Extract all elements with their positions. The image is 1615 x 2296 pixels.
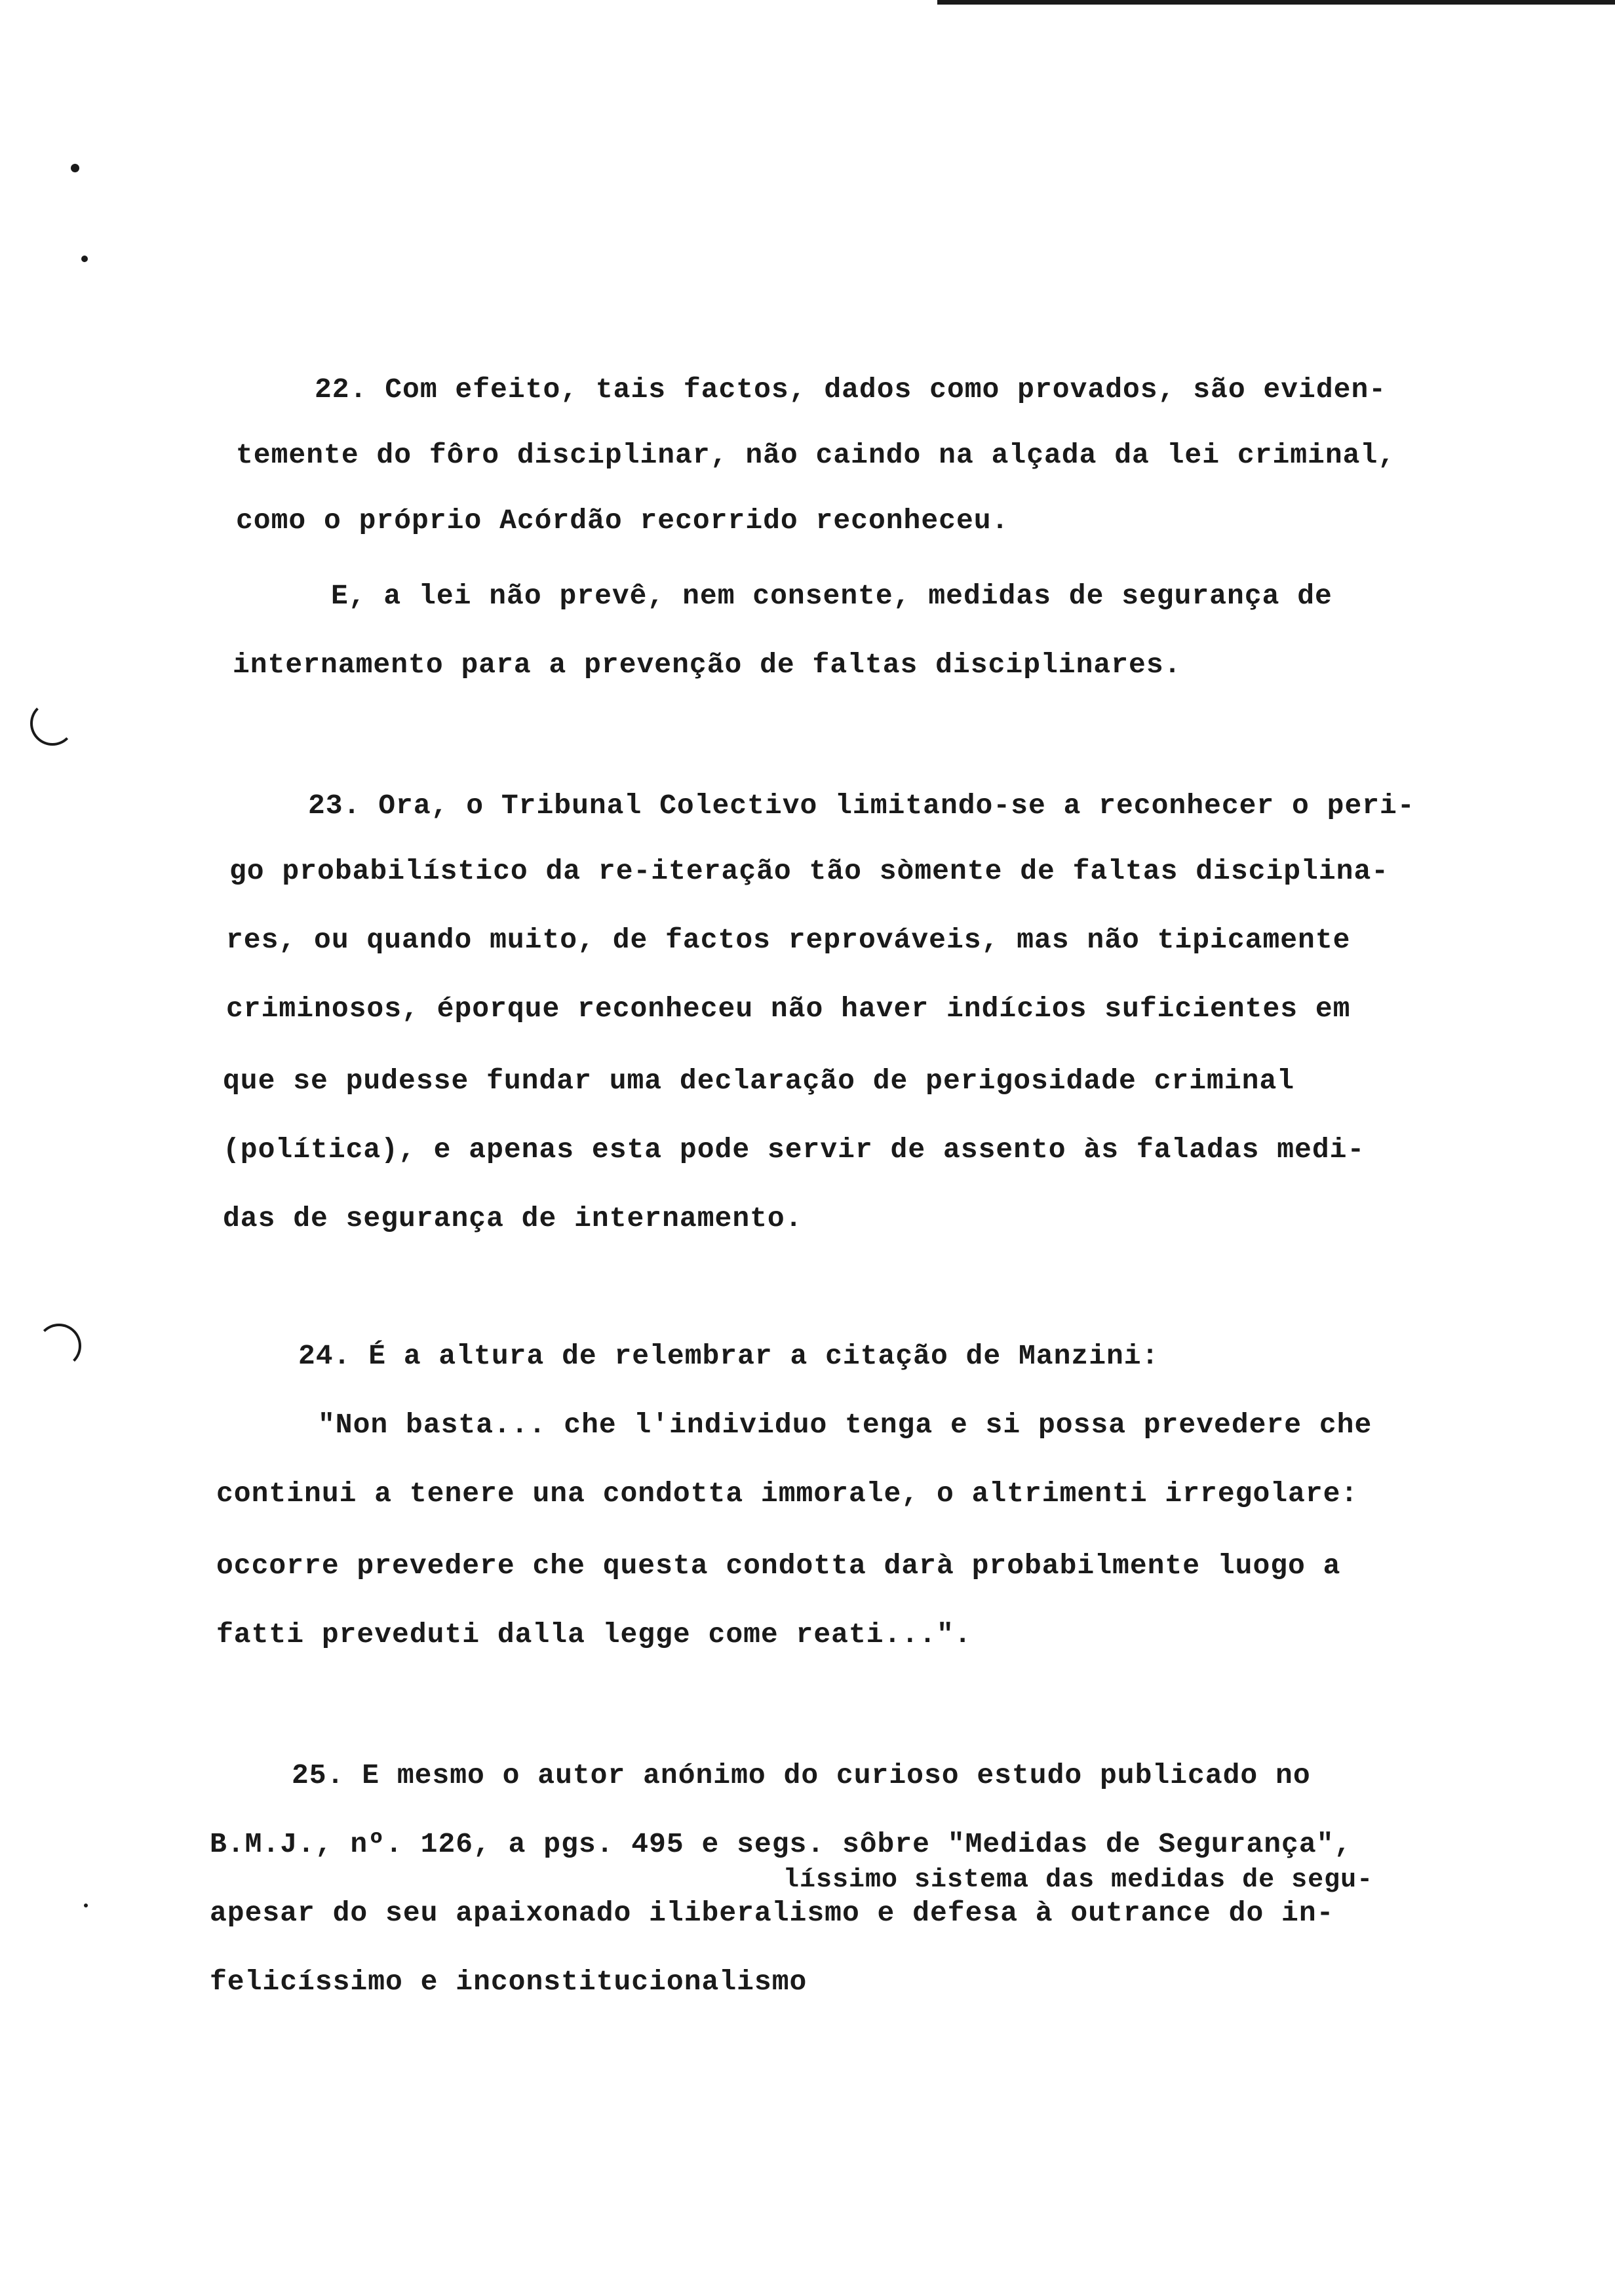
interlinear-insertion: líssimo sistema das medidas de segu- xyxy=(783,1866,1374,1895)
text-line: que se pudesse fundar uma declaração de perigosidade criminal xyxy=(223,1065,1295,1097)
text-line: (política), e apenas esta pode servir de assento às faladas medi- xyxy=(223,1134,1365,1166)
margin-dot-mark xyxy=(71,164,79,172)
text-line: 22. Com efeito, tais factos, dados como provados, são eviden- xyxy=(315,373,1387,406)
margin-dot-mark xyxy=(81,256,88,262)
text-line: 25. E mesmo o autor anónimo do curioso estudo publicado no xyxy=(292,1759,1311,1791)
text-line: res, ou quando muito, de factos reprováveis, mas não tipicamente xyxy=(226,924,1351,956)
top-edge-rule xyxy=(937,0,1615,5)
text-line: das de segurança de internamento. xyxy=(223,1202,803,1234)
text-line: felicíssimo e inconstitucionalismo xyxy=(210,1966,808,1998)
text-line: B.M.J., nº. 126, a pgs. 495 e segs. sôbre "Medidas de Segurança", xyxy=(210,1828,1352,1860)
text-line: occorre prevedere che questa condotta darà probabilmente luogo a xyxy=(216,1550,1341,1582)
text-line: E, a lei não prevê, nem consente, medidas de segurança de xyxy=(331,580,1333,612)
text-line: 23. Ora, o Tribunal Colectivo limitando-se a reconhecer o peri- xyxy=(308,790,1415,822)
margin-hole-mark xyxy=(30,701,75,746)
margin-hole-mark xyxy=(37,1324,81,1368)
text-line: criminosos, éporque reconheceu não haver indícios suficientes em xyxy=(226,993,1351,1025)
text-line: apesar do seu apaixonado iliberalismo e defesa à outrance do in- xyxy=(210,1897,1334,1929)
text-line: go probabilístico da re-iteração tão sòmente de faltas disciplina- xyxy=(229,855,1390,887)
text-line: "Non basta... che l'individuo tenga e si possa prevedere che xyxy=(318,1409,1372,1441)
text-line: 24. É a altura de relembrar a citação de Manzini: xyxy=(298,1340,1159,1372)
text-line: internamento para a prevenção de faltas disciplinares. xyxy=(233,649,1182,681)
text-line: fatti preveduti dalla legge come reati...". xyxy=(216,1618,972,1651)
text-line: como o próprio Acórdão recorrido reconheceu. xyxy=(236,505,1009,537)
text-line: temente do fôro disciplinar, não caindo na alçada da lei criminal, xyxy=(236,439,1396,471)
text-line: continui a tenere una condotta immorale, o altrimenti irregolare: xyxy=(216,1478,1359,1510)
margin-dot-mark xyxy=(84,1904,88,1907)
